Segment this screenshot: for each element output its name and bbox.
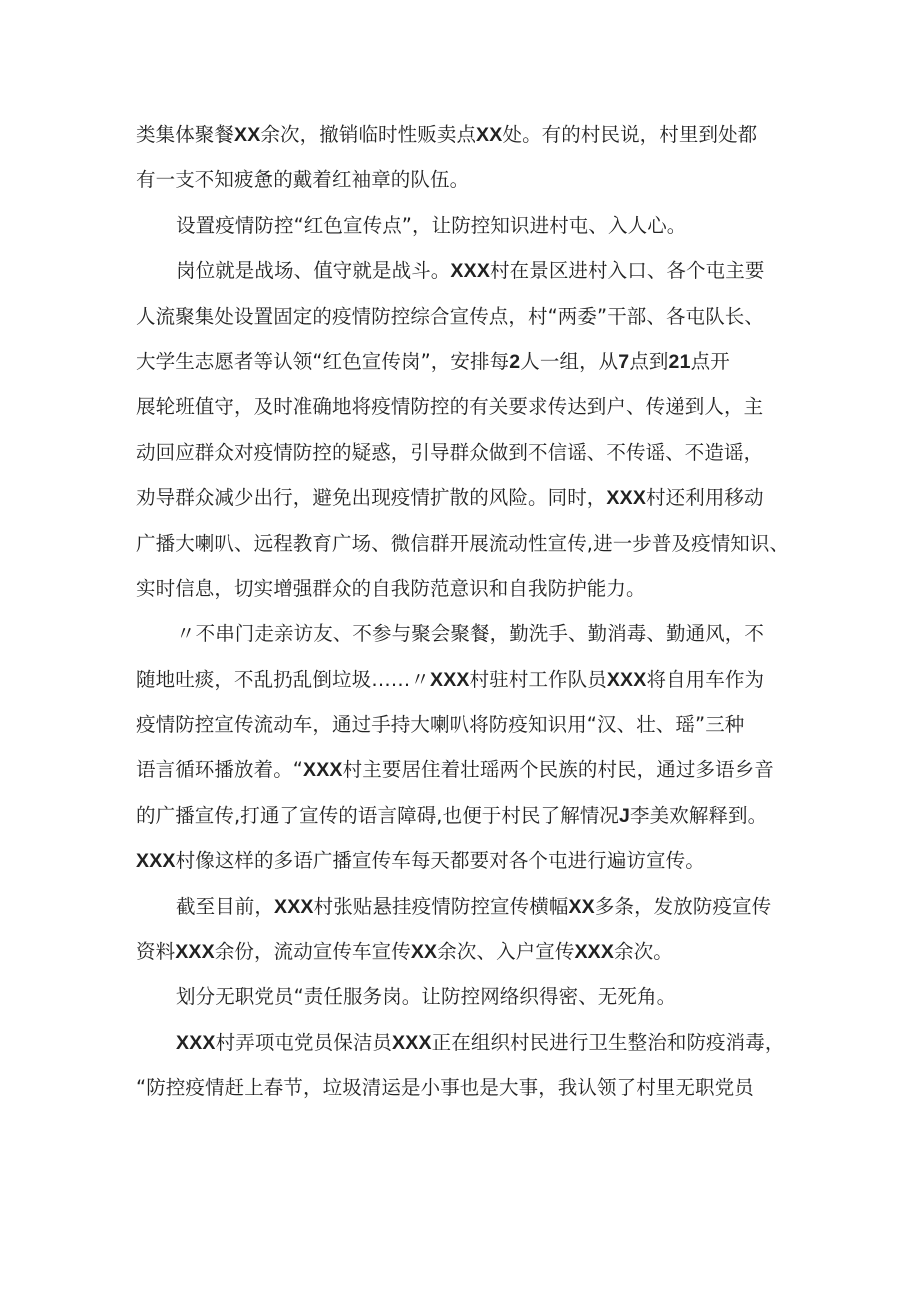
text-line: 广播大喇叭、远程教育广场、微信群开展流动性宣传,进一步普及疫情知识、 — [136, 531, 790, 555]
section-heading: 设置疫情防控“红色宣传点”，让防控知识进村屯、入人心。 — [176, 213, 687, 237]
text-line: XXX村弄项屯党员保洁员XXX正在组织村民进行卫生整治和防疫消毒， — [176, 1030, 785, 1054]
text-line: 人流聚集处设置固定的疫情防控综合宣传点，村“两委”干部、各屯队长、 — [136, 304, 765, 328]
inline-latin-text: XX — [410, 941, 438, 964]
inline-latin-text: XXX — [606, 487, 647, 510]
text-line: 大学生志愿者等认领“红色宣传岗”，安排每2人一组，从7点到21点开 — [136, 349, 730, 373]
text-line: 岗位就是战场、值守就是战斗。XXX村在景区进村入口、各个屯主要 — [176, 259, 765, 283]
inline-latin-text: 7 — [618, 350, 630, 373]
text-line: 资料XXX余份，流动宣传车宣传XX余次、入户宣传XXX余次。 — [136, 940, 673, 964]
text-line: 有一支不知疲惫的戴着红袖章的队伍。 — [136, 168, 470, 192]
text-line: 截至目前，XXX村张贴悬挂疫情防控宣传横幅XX多条，发放防疫宣传 — [176, 894, 772, 918]
inline-latin-text: XXX — [274, 895, 314, 918]
text-line: 语言循环播放着。“XXX村主要居住着壮瑶两个民族的村民，通过多语乡音 — [136, 758, 774, 782]
inline-latin-text: XXX — [450, 260, 491, 283]
text-line: 〃不串门走亲访友、不参与聚会聚餐，勤洗手、勤消毒、勤通风，不 — [176, 622, 765, 646]
inline-latin-text: XX — [568, 895, 595, 918]
inline-latin-text: 2 — [509, 350, 521, 373]
text-line: XXX村像这样的多语广播宣传车每天都要对各个屯进行遍访宣传。 — [136, 849, 705, 873]
inline-latin-text: XXX — [136, 850, 176, 873]
inline-latin-text: J — [619, 804, 631, 827]
text-line: 的广播宣传,打通了宣传的语言障碍,也便于村民了解情况J李美欢解释到。 — [136, 803, 768, 827]
inline-latin-text: XXX — [574, 941, 615, 964]
text-line: 实时信息，切实增强群众的自我防范意识和自我防护能力。 — [136, 576, 646, 600]
inline-latin-text: XXX — [176, 1031, 216, 1054]
text-line: 类集体聚餐XX余次，撤销临时性贩卖点XX处。有的村民说，村里到处都 — [136, 123, 758, 146]
inline-latin-text: XX — [476, 124, 503, 146]
text-line: 动回应群众对疫情防控的疑惑，引导群众做到不信谣、不传谣、不造谣， — [136, 440, 764, 464]
text-line: 随地吐痰，不乱扔乱倒垃圾……〃XXX村驻村工作队员XXX将自用车作为 — [136, 667, 765, 691]
inline-latin-text: XXX — [175, 941, 215, 964]
inline-latin-text: XXX — [430, 668, 470, 691]
text-line: 展轮班值守，及时准确地将疫情防控的有关要求传达到户、传递到人，主 — [136, 395, 764, 419]
text-line: 劝导群众减少出行，避免出现疫情扩散的风险。同时，XXX村还利用移动 — [136, 486, 764, 510]
inline-latin-text: XXX — [303, 759, 343, 782]
inline-latin-text: XXX — [606, 668, 647, 691]
inline-latin-text: XXX — [392, 1031, 432, 1054]
text-line: 疫情防控宣传流动车，通过手持大喇叭将防疫知识用“汉、壮、瑶”三种 — [136, 713, 745, 737]
section-heading: 划分无职党员“责任服务岗。让防控网络织得密、无死角。 — [176, 985, 677, 1009]
text-line: “防控疫情赶上春节，垃圾清运是小事也是大事，我认领了村里无职党员 — [136, 1076, 754, 1100]
inline-latin-text: XX — [234, 124, 261, 146]
inline-latin-text: 21 — [668, 350, 691, 373]
article-body — [136, 112, 796, 1111]
